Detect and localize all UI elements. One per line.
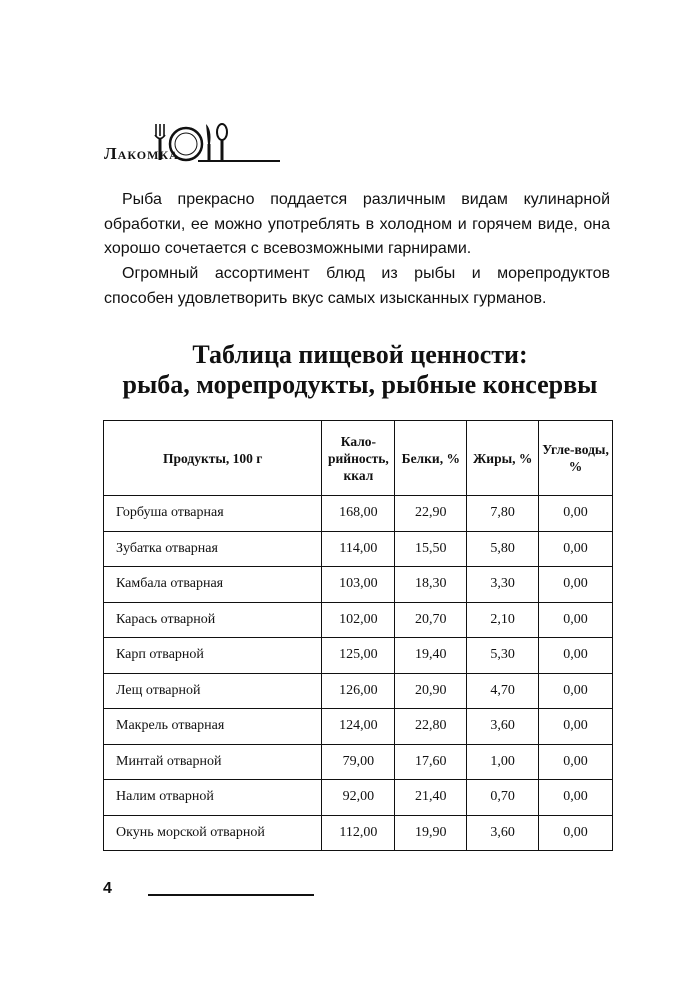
column-header-calories: Кало-рийность, ккал	[322, 421, 395, 496]
cell-carbs: 0,00	[539, 602, 613, 638]
cell-fat: 3,60	[467, 709, 539, 745]
running-header-title: Лакомка	[104, 144, 179, 163]
cell-product: Налим отварной	[104, 780, 322, 816]
cell-protein: 15,50	[395, 531, 467, 567]
cell-calories: 114,00	[322, 531, 395, 567]
column-header-protein: Белки, %	[395, 421, 467, 496]
table-row	[104, 780, 613, 816]
cell-protein: 20,90	[395, 673, 467, 709]
cell-carbs: 0,00	[539, 815, 613, 851]
column-header-fat: Жиры, %	[467, 421, 539, 496]
nutrition-table	[103, 420, 613, 851]
cell-calories: 79,00	[322, 744, 395, 780]
table-row	[104, 709, 613, 745]
table-header-row	[104, 421, 613, 496]
cell-fat: 2,10	[467, 602, 539, 638]
cell-calories: 92,00	[322, 780, 395, 816]
intro-paragraph-1: Рыба прекрасно поддается различным видам кулинарной обработки, ее можно употреблять в холодном и горячем виде, она хорошо сочетается с всевозможными гарнирами.	[104, 191, 610, 257]
cell-fat: 3,30	[467, 567, 539, 603]
cell-calories: 124,00	[322, 709, 395, 745]
cell-calories: 102,00	[322, 602, 395, 638]
cell-protein: 22,90	[395, 496, 467, 532]
column-header-product: Продукты, 100 г	[104, 421, 322, 496]
cell-product: Зубатка отварная	[104, 531, 322, 567]
cell-fat: 3,60	[467, 815, 539, 851]
table-row	[104, 673, 613, 709]
table-title	[70, 340, 650, 400]
running-header	[104, 118, 280, 166]
cell-fat: 0,70	[467, 780, 539, 816]
cell-protein: 19,40	[395, 638, 467, 674]
cell-product: Карась отварной	[104, 602, 322, 638]
table-row	[104, 815, 613, 851]
cell-fat: 7,80	[467, 496, 539, 532]
cell-calories: 103,00	[322, 567, 395, 603]
column-header-carbs: Угле-воды, %	[539, 421, 613, 496]
footer-rule	[148, 894, 314, 896]
cell-carbs: 0,00	[539, 673, 613, 709]
cell-calories: 125,00	[322, 638, 395, 674]
cell-fat: 4,70	[467, 673, 539, 709]
cell-carbs: 0,00	[539, 496, 613, 532]
cell-protein: 18,30	[395, 567, 467, 603]
cell-carbs: 0,00	[539, 709, 613, 745]
cell-product: Макрель отварная	[104, 709, 322, 745]
cell-product: Камбала отварная	[104, 567, 322, 603]
cell-fat: 5,80	[467, 531, 539, 567]
table-row	[104, 602, 613, 638]
cell-protein: 22,80	[395, 709, 467, 745]
table-row	[104, 638, 613, 674]
page-number: 4	[103, 880, 112, 897]
table-row	[104, 531, 613, 567]
cell-product: Минтай отварной	[104, 744, 322, 780]
cell-carbs: 0,00	[539, 780, 613, 816]
cell-protein: 20,70	[395, 602, 467, 638]
table-title-line-1: Таблица пищевой ценности:	[192, 340, 528, 369]
table-row	[104, 567, 613, 603]
cell-protein: 17,60	[395, 744, 467, 780]
cell-calories: 112,00	[322, 815, 395, 851]
table-row	[104, 744, 613, 780]
cell-carbs: 0,00	[539, 567, 613, 603]
intro-paragraph-2: Огромный ассортимент блюд из рыбы и морепродуктов способен удовлетворить вкус самых изысканных гурманов.	[104, 265, 610, 307]
cell-product: Лещ отварной	[104, 673, 322, 709]
cell-calories: 126,00	[322, 673, 395, 709]
cell-product: Окунь морской отварной	[104, 815, 322, 851]
cell-carbs: 0,00	[539, 744, 613, 780]
cell-protein: 21,40	[395, 780, 467, 816]
table-title-line-2: рыба, морепродукты, рыбные консервы	[122, 370, 598, 399]
cell-fat: 1,00	[467, 744, 539, 780]
cell-product: Карп отварной	[104, 638, 322, 674]
cell-carbs: 0,00	[539, 638, 613, 674]
cell-fat: 5,30	[467, 638, 539, 674]
cell-product: Горбуша отварная	[104, 496, 322, 532]
cell-protein: 19,90	[395, 815, 467, 851]
cell-carbs: 0,00	[539, 531, 613, 567]
table-row	[104, 496, 613, 532]
cell-calories: 168,00	[322, 496, 395, 532]
header-rule	[198, 160, 280, 162]
